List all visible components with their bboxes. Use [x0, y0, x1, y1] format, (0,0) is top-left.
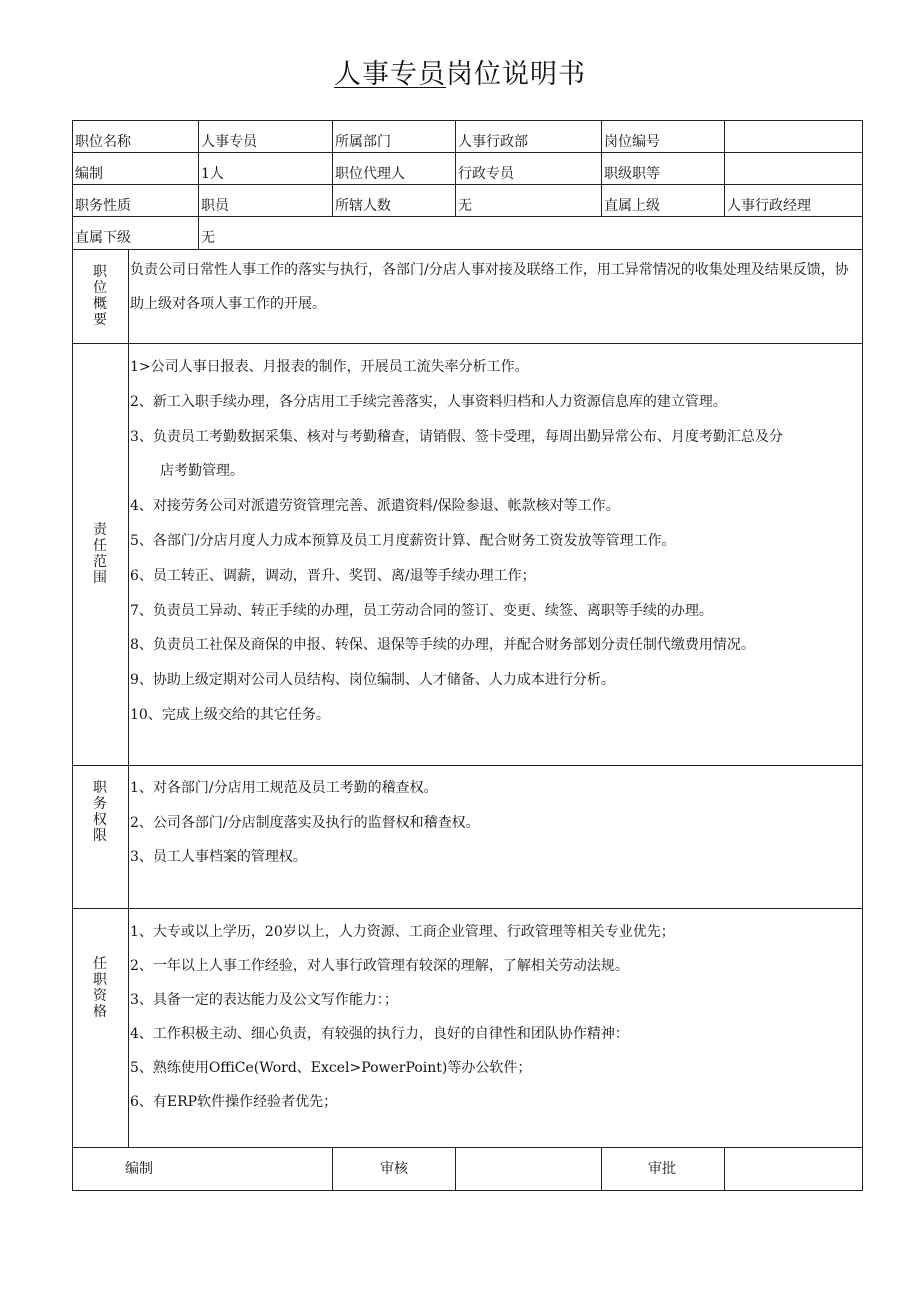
list-item: 10、完成上级交给的其它任务。	[130, 707, 330, 723]
cell-value-department: 人事行政部	[458, 134, 528, 150]
cell-value-headcount: 1人	[201, 166, 224, 182]
responsibilities-label: 责 任 范 围	[93, 522, 107, 586]
list-item: 5、各部门/分店月度人力成本预算及员工月度薪资计算、配合财务工资发放等管理工作。	[130, 533, 676, 549]
cell-label-direct-superior: 直属上级	[604, 198, 660, 214]
title-underlined: 人事专员	[334, 59, 446, 90]
grid-line	[72, 1190, 863, 1191]
footer-prepared: 编制	[125, 1161, 153, 1177]
footer-reviewed: 审核	[380, 1161, 408, 1177]
list-item: 1、大专或以上学历，20岁以上，人力资源、工商企业管理、行政管理等相关专业优先；	[130, 924, 675, 940]
grid-line	[72, 120, 863, 121]
grid-line	[72, 1147, 863, 1148]
grid-line	[455, 120, 456, 216]
cell-label-subordinates-count: 所辖人数	[335, 198, 391, 214]
grid-line	[601, 120, 602, 216]
cell-label-headcount: 编制	[75, 166, 103, 182]
grid-line	[724, 120, 725, 216]
list-item: 4、工作积极主动、细心负责，有较强的执行力，良好的自律性和团队协作精神：	[130, 1026, 629, 1042]
grid-line	[72, 216, 863, 217]
list-item: 6、员工转正、调薪，调动，晋升、奖罚、离/退等手续办理工作；	[130, 568, 536, 584]
cell-value-subordinates-count: 无	[458, 198, 472, 214]
qualifications-label: 任 职 资 格	[93, 956, 107, 1020]
grid-line	[332, 120, 333, 216]
grid-line	[724, 1147, 725, 1190]
list-item: 9、协助上级定期对公司人员结构、岗位编制、人才储备、人力成本进行分析。	[130, 672, 615, 688]
cell-label-deputy: 职位代理人	[335, 166, 405, 182]
cell-label-grade: 职级职等	[604, 166, 660, 182]
list-item: 8、负责员工社保及商保的申报、转保、退保等手续的办理，并配合财务部划分责任制代缴费用情况。	[130, 637, 755, 653]
title-rest: 岗位说明书	[446, 59, 586, 90]
grid-line	[862, 120, 863, 1191]
page-title	[0, 52, 920, 91]
cell-value-direct-subordinate: 无	[201, 230, 215, 246]
list-item: 店考勤管理。	[160, 463, 244, 479]
cell-label-job-nature: 职务性质	[75, 198, 131, 214]
overview-label: 职 位 概 要	[93, 264, 107, 328]
grid-line	[455, 1147, 456, 1190]
list-item: 6、有ERP软件操作经验者优先；	[130, 1094, 338, 1110]
footer-approved: 审批	[648, 1161, 676, 1177]
list-item: 4、对接劳务公司对派遣劳资管理完善、派遣资料/保险参退、帐款核对等工作。	[130, 498, 620, 514]
cell-value-job-nature: 职员	[201, 198, 229, 214]
grid-line	[332, 1147, 333, 1190]
cell-label-direct-subordinate: 直属下级	[75, 230, 131, 246]
authority-label: 职 务 权 限	[93, 780, 107, 844]
list-item: 3、负责员工考勤数据采集、核对与考勤稽查，请销假、签卡受理，每周出勤异常公布、月度考勤汇总及分	[130, 429, 783, 445]
list-item: 3、员工人事档案的管理权。	[130, 849, 307, 865]
cell-label-position-code: 岗位编号	[604, 134, 660, 150]
cell-value-position-name: 人事专员	[201, 134, 257, 150]
grid-line	[128, 249, 129, 1147]
grid-line	[72, 184, 863, 185]
list-item: 2、新工入职手续办理，各分店用工手续完善落实，人事资料归档和人力资源信息库的建立管理。	[130, 394, 727, 410]
cell-value-direct-superior: 人事行政经理	[727, 198, 811, 214]
list-item: 1>公司人事日报表、月报表的制作，开展员工流失率分析工作。	[130, 359, 529, 375]
cell-label-position-name: 职位名称	[75, 134, 131, 150]
grid-line	[72, 908, 863, 909]
list-item: 2、一年以上人事工作经验，对人事行政管理有较深的理解，了解相关劳动法规。	[130, 958, 629, 974]
cell-label-department: 所属部门	[335, 134, 391, 150]
list-item: 7、负责员工异动、转正手续的办理，员工劳动合同的签订、变更、续签、离职等手续的办理。	[130, 603, 713, 619]
cell-value-deputy: 行政专员	[458, 166, 514, 182]
overview-text: 负责公司日常性人事工作的落实与执行，各部门/分店人事对接及联络工作，用工异常情况的收集处理及结果反馈，协助上级对各项人事工作的开展。	[130, 262, 849, 312]
grid-line	[72, 152, 863, 153]
grid-line	[198, 120, 199, 249]
grid-line	[72, 765, 863, 766]
list-item: 3、具备一定的表达能力及公文写作能力：；	[130, 992, 398, 1008]
list-item: 2、公司各部门/分店制度落实及执行的监督权和稽查权。	[130, 815, 480, 831]
grid-line	[72, 249, 863, 250]
grid-line	[601, 1147, 602, 1190]
list-item: 1、对各部门/分店用工规范及员工考勤的稽查权。	[130, 780, 438, 796]
list-item: 5、熟练使用OffiCe(Word、Excel>PowerPoint)等办公软件；	[130, 1060, 532, 1076]
grid-line	[72, 343, 863, 344]
